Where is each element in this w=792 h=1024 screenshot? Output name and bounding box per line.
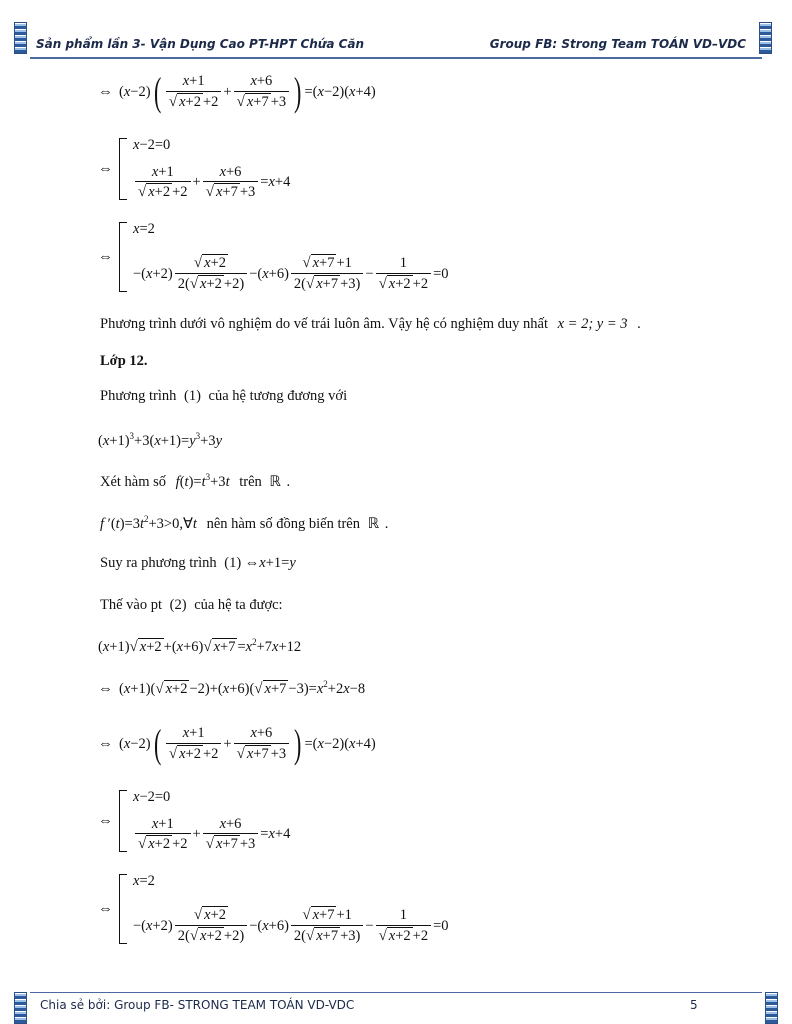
consider-function-line: Xét hàm số $f(t)=t^3+3t$ trên ℝ . [100, 472, 291, 490]
on-text: trên [239, 473, 262, 490]
conclusion-text: Phương trình dưới vô nghiệm do vế trái luôn âm. Vậy hệ có nghiệm duy nhất [100, 316, 548, 332]
equation-factor-2: ⇔ ( x −2) ( $\frac{x+1}{√ x+2 +2}$ + $\frac{x+6}{√ x+7 +3}$ ) =( x −2)( x +4) [98, 721, 376, 766]
page-number: 5 [690, 998, 698, 1012]
section-heading: Lớp 12. [100, 353, 148, 369]
equation-system-4: ⇔ x=2 −( x +2) $\frac{√ x+2}{2(√ x+2 +2)}$ −( x +6) $\frac{√ x+7 +1}{2(√ x+7 +3)}$ − $\frac{1}{√ x+2 +2}$ =0 [98, 873, 449, 944]
substitute-tail-text: của hệ ta được: [194, 597, 283, 613]
page-footer [0, 990, 792, 1024]
conclusion-line [100, 316, 641, 333]
header-left-bar-icon [14, 22, 27, 54]
increasing-text: nên hàm số đồng biến trên [206, 515, 360, 532]
footer-credit: Chia sẻ bởi: Group FB- STRONG TEAM TOÁN VD-VDC [40, 998, 355, 1012]
page-header [0, 30, 792, 62]
equiv-intro-text: Phương trình [100, 388, 177, 404]
eq1-label: (1) [183, 388, 201, 404]
deduce-text: Suy ra phương trình [100, 555, 217, 571]
equation-substituted: (x+1)√ x+2 +(x+6)√ $x+7 =x^2+7x+12$ [98, 637, 302, 655]
equation-conjugate: ⇔ (x+1)(√ x+2 −2)+(x+6)(√ $x+7 -3)=x^2+2x-8$ [98, 679, 366, 697]
set-r-1: ℝ [269, 473, 281, 490]
period: . [286, 473, 291, 490]
eq1-label-2: (1) [224, 555, 242, 571]
footer-divider [30, 992, 762, 993]
equation-system-1: ⇔ x−2=0 $\frac{x+1}{√ x+2 +2}$ + $\frac{x+6}{√ x+7 +3}$ = x +4 [98, 137, 291, 200]
set-r-2: ℝ [367, 515, 380, 532]
period: . [384, 515, 389, 532]
equiv-intro-line [100, 388, 347, 405]
equation-system-2: ⇔ x=2 −( x +2) $\frac{√ x+2}{2(√ x+2 +2)}$ −( x +6) $\frac{√ x+7 +1}{2(√ x+7 +3)}$ − $\frac{1}{√ x+2 +2}$ =0 [98, 221, 449, 292]
eq2-label: (2) [169, 597, 187, 613]
substitute-text: Thế vào pt [100, 597, 163, 613]
footer-left-bar-icon [14, 992, 27, 1024]
period: . [637, 316, 641, 332]
derivative-line: f $'(t)=3t^2+3>0,\forall t$ nên hàm số đồng biến trên ℝ . [100, 514, 389, 532]
substitute-line [100, 597, 283, 614]
footer-right-bar-icon [765, 992, 778, 1024]
equation-system-3: ⇔ x−2=0 $\frac{x+1}{√ x+2 +2}$ + $\frac{x+6}{√ x+7 +3}$ = x +4 [98, 789, 291, 852]
deduce-line: Suy ra phương trình (1) ⇔x+1=y [100, 555, 296, 571]
consider-text: Xét hàm số [100, 473, 167, 490]
equation-factor-1: ⇔ ( x −2) ( $\frac{x+1}{√ x+2 +2}$ + $\frac{x+6}{√ x+7 +3}$ ) =( x −2)( x +4) [98, 69, 376, 114]
solution-value: x = 2; y = 3 [557, 316, 628, 332]
header-divider [30, 57, 762, 59]
equiv-tail-text: của hệ tương đương với [208, 388, 348, 404]
header-right-bar-icon [759, 22, 772, 54]
header-title: Sản phẩm lần 3- Vận Dụng Cao PT-HPT Chứa Căn [36, 37, 365, 51]
equation-cubic: $(x+1)^3+3(x+1)=y^3+3y$ [98, 431, 222, 449]
header-group: Group FB: Strong Team TOÁN VD–VDC [489, 37, 746, 51]
